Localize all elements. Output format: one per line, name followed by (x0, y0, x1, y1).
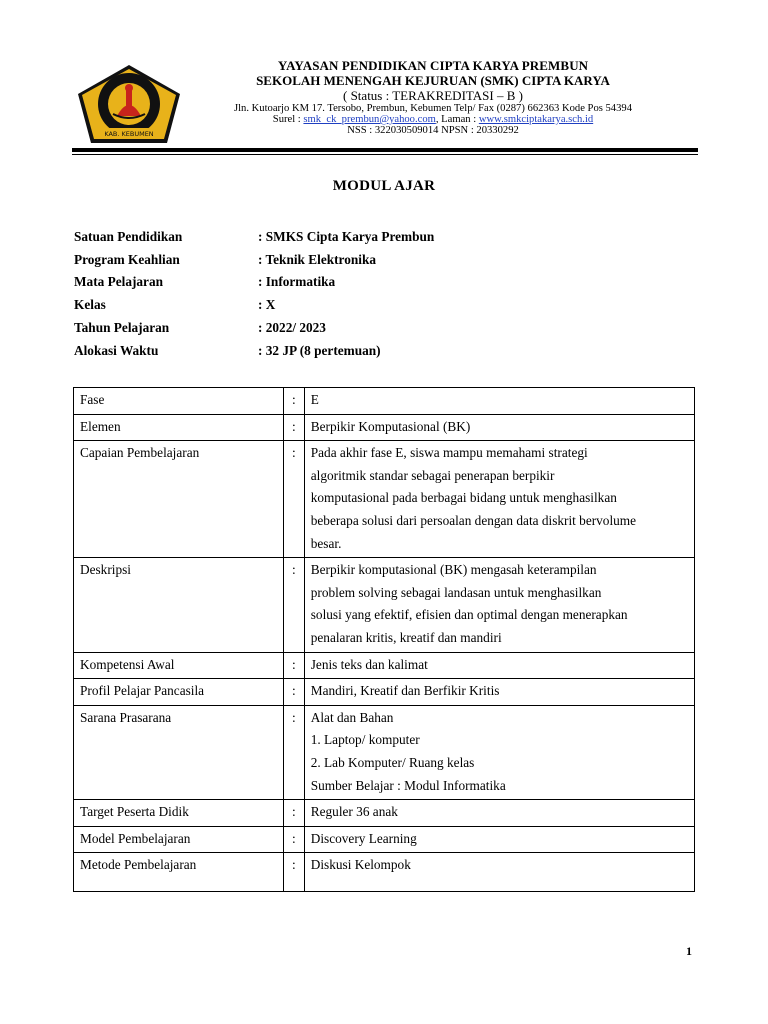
row-value (304, 441, 694, 558)
table-row (74, 679, 695, 706)
row-separator: : (283, 558, 304, 652)
value-line: penalaran kritis, kreatif dan mandiri (310, 629, 502, 645)
row-label: Metode Pembelajaran (74, 853, 284, 892)
value-line: 1. Laptop/ komputer (310, 732, 420, 748)
row-label: Kompetensi Awal (74, 652, 284, 679)
module-info-table (73, 387, 695, 892)
value-line: Berpikir Komputasional (BK) (310, 418, 471, 434)
table-row (74, 705, 695, 799)
letterhead-rule-thin (72, 154, 698, 155)
website-link[interactable]: www.smkciptakarya.sch.id (478, 114, 594, 125)
nss-npsn: NSS : 322030509014 NPSN : 20330292 (347, 125, 519, 136)
row-separator: : (283, 679, 304, 706)
value-line: Diskusi Kelompok (310, 857, 411, 873)
identity-key: Program Keahlian (74, 252, 180, 267)
identity-key: Kelas (74, 297, 106, 312)
value-line: besar. (310, 535, 342, 551)
value-line: Sumber Belajar : Modul Informatika (310, 777, 506, 793)
svg-text:KAB. KEBUMEN: KAB. KEBUMEN (104, 130, 154, 138)
row-value (304, 388, 694, 415)
row-value (304, 679, 694, 706)
value-line: beberapa solusi dari persoalan dengan data diskrit bervolume (310, 512, 637, 528)
email-label: Surel : (272, 114, 301, 125)
row-label: Fase (74, 388, 284, 415)
web-label: , Laman : (435, 114, 477, 125)
row-value (304, 826, 694, 853)
row-label: Target Peserta Didik (74, 800, 284, 827)
row-separator: : (283, 652, 304, 679)
row-separator: : (283, 800, 304, 827)
value-line: Berpikir komputasional (BK) mengasah keterampilan (310, 562, 597, 578)
identity-value: : SMKS Cipta Karya Prembun (258, 229, 435, 244)
value-line: E (310, 392, 319, 407)
email-link[interactable]: smk_ck_prembun@yahoo.com (303, 114, 436, 125)
row-label: Sarana Prasarana (74, 705, 284, 799)
table-row (74, 826, 695, 853)
row-value (304, 853, 694, 892)
letterhead-rule-thick (72, 148, 698, 152)
row-label: Model Pembelajaran (74, 826, 284, 853)
value-line: problem solving sebagai landasan untuk menghasilkan (310, 584, 602, 600)
value-line: komputasional pada berbagai bidang untuk menghasilkan (310, 490, 617, 506)
foundation-name: YAYASAN PENDIDIKAN CIPTA KARYA PREMBUN (277, 58, 589, 73)
page-number: 1 (686, 944, 692, 958)
row-value (304, 800, 694, 827)
row-separator: : (283, 826, 304, 853)
identity-value: : Informatika (258, 274, 336, 289)
row-label: Capaian Pembelajaran (74, 441, 284, 558)
accreditation-status: ( Status : TERAKREDITASI – B ) (343, 88, 523, 103)
identity-value: : Teknik Elektronika (258, 252, 376, 267)
value-line: Alat dan Bahan (310, 709, 394, 725)
value-line: algoritmik standar sebagai penerapan berpikir (310, 467, 555, 483)
identity-key: Alokasi Waktu (74, 343, 159, 358)
identity-key: Satuan Pendidikan (74, 229, 183, 244)
value-line: Discovery Learning (310, 830, 417, 846)
row-separator: : (283, 414, 304, 441)
identity-value: : 2022/ 2023 (258, 320, 326, 335)
identity-value: : X (258, 297, 276, 312)
school-logo (77, 64, 181, 144)
table-row (74, 800, 695, 827)
school-address: Jln. Kutoarjo KM 17. Tersobo, Prembun, Kebumen Telp/ Fax (0287) 662363 Kode Pos 54394 (233, 103, 632, 114)
row-separator: : (283, 853, 304, 892)
row-separator: : (283, 388, 304, 415)
table-row (74, 558, 695, 652)
row-separator: : (283, 441, 304, 558)
value-line: Pada akhir fase E, siswa mampu memahami strategi (310, 445, 588, 461)
contact-line (190, 114, 676, 125)
row-separator: : (283, 705, 304, 799)
identity-key: Tahun Pelajaran (74, 320, 170, 335)
value-line: Mandiri, Kreatif dan Berfikir Kritis (310, 683, 500, 699)
document-title: MODUL AJAR (332, 178, 436, 194)
table-row (74, 853, 695, 892)
table-row (74, 414, 695, 441)
identity-value: : 32 JP (8 pertemuan) (258, 343, 381, 358)
school-name: SEKOLAH MENENGAH KEJURUAN (SMK) CIPTA KARYA (256, 73, 610, 88)
value-line: 2. Lab Komputer/ Ruang kelas (310, 754, 475, 770)
table-row (74, 441, 695, 558)
row-value (304, 652, 694, 679)
value-line: solusi yang efektif, efisien dan optimal dengan menerapkan (310, 607, 628, 623)
row-label: Elemen (74, 414, 284, 441)
table-row (74, 652, 695, 679)
row-label: Deskripsi (74, 558, 284, 652)
row-value (304, 414, 694, 441)
value-line: Jenis teks dan kalimat (310, 656, 428, 672)
value-line: Reguler 36 anak (310, 804, 398, 820)
table-row (74, 388, 695, 415)
row-value (304, 558, 694, 652)
row-label: Profil Pelajar Pancasila (74, 679, 284, 706)
row-value (304, 705, 694, 799)
identity-key: Mata Pelajaran (74, 274, 163, 289)
